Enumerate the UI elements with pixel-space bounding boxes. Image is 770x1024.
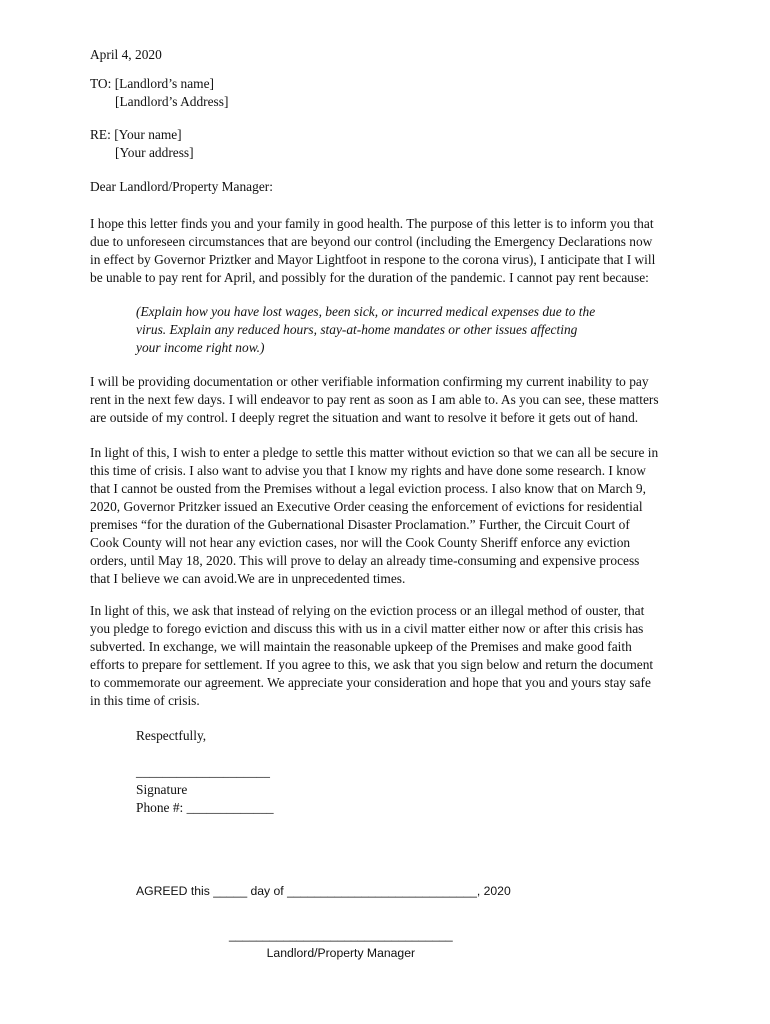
closing: Respectfully,: [136, 728, 207, 743]
landlord-label: Landlord/Property Manager: [266, 946, 416, 960]
regarding-name-line: RE: [Your name]: [90, 127, 182, 142]
landlord-signature-line[interactable]: _________________________________: [229, 928, 453, 942]
signature-label: Signature: [136, 782, 188, 797]
agreement-line: AGREED this _____ day of ____________________________, 2020: [136, 884, 511, 898]
phone-field[interactable]: Phone #: _____________: [136, 800, 274, 815]
instruction-note: (Explain how you have lost wages, been sick, or incurred medical expenses due to the virus. Explain any reduced hours, stay-at-home mandates or other issues affecting your income right now.): [136, 304, 596, 355]
paragraph-2: I will be providing documentation or other verifiable information confirming my current inability to pay rent in the next few days. I will endeavor to pay rent as soon as I am able to. As you can see, these matters are outside of my control. I deeply regret the situation and want to resolve it before it gets out of hand.: [90, 374, 659, 425]
letter-date: April 4, 2020: [90, 47, 162, 62]
landlord-signature-block: [229, 926, 453, 962]
paragraph-4: In light of this, we ask that instead of relying on the eviction process or an illegal method of ouster, that you pledge to forego eviction and discuss this with us in a civil matter either now or after this crisis has subverted. In exchange, we will maintain the reasonable upkeep of the Premises and make good faith efforts to prepare for settlement. If you agree to this, we ask that you sign below and return the document to commemorate our agreement. We appreciate your consideration and hope that you and yours stay safe in this time of crisis.: [90, 603, 654, 708]
recipient-block: [90, 75, 690, 111]
recipient-address: [Landlord’s Address]: [115, 94, 229, 109]
recipient-name-line: TO: [Landlord’s name]: [90, 76, 214, 91]
paragraph-3: In light of this, I wish to enter a pledge to settle this matter without eviction so that we can all be secure in this time of crisis. I also want to advise you that I know my rights and have done some research. I know that I cannot be ousted from the Premises without a legal eviction process. I also know that on March 9, 2020, Governor Pritzker issued an Executive Order ceasing the enforcement of evictions for residential premises “for the duration of the Gubernational Disaster Proclamation.” Further, the Circuit Court of Cook County will not hear any eviction cases, nor will the Cook County Sheriff enforce any eviction orders, until May 18, 2020. This will prove to delay an already time-consuming and expensive process that I believe we can avoid.We are in unprecedented times.: [90, 445, 659, 586]
paragraph-1: I hope this letter finds you and your family in good health. The purpose of this letter is to inform you that due to unforeseen circumstances that are beyond our control (including the Emergency Declarations now in effect by Governor Priztker and Mayor Lightfoot in respone to the corona virus), I anticipate that I will be unable to pay rent for April, and possibly for the duration of the pandemic. I cannot pay rent because:: [90, 216, 656, 285]
regarding-block: [90, 126, 690, 162]
signature-block: [136, 763, 274, 817]
regarding-address: [Your address]: [115, 145, 194, 160]
salutation: Dear Landlord/Property Manager:: [90, 179, 273, 194]
signature-line[interactable]: ____________________: [136, 764, 270, 779]
